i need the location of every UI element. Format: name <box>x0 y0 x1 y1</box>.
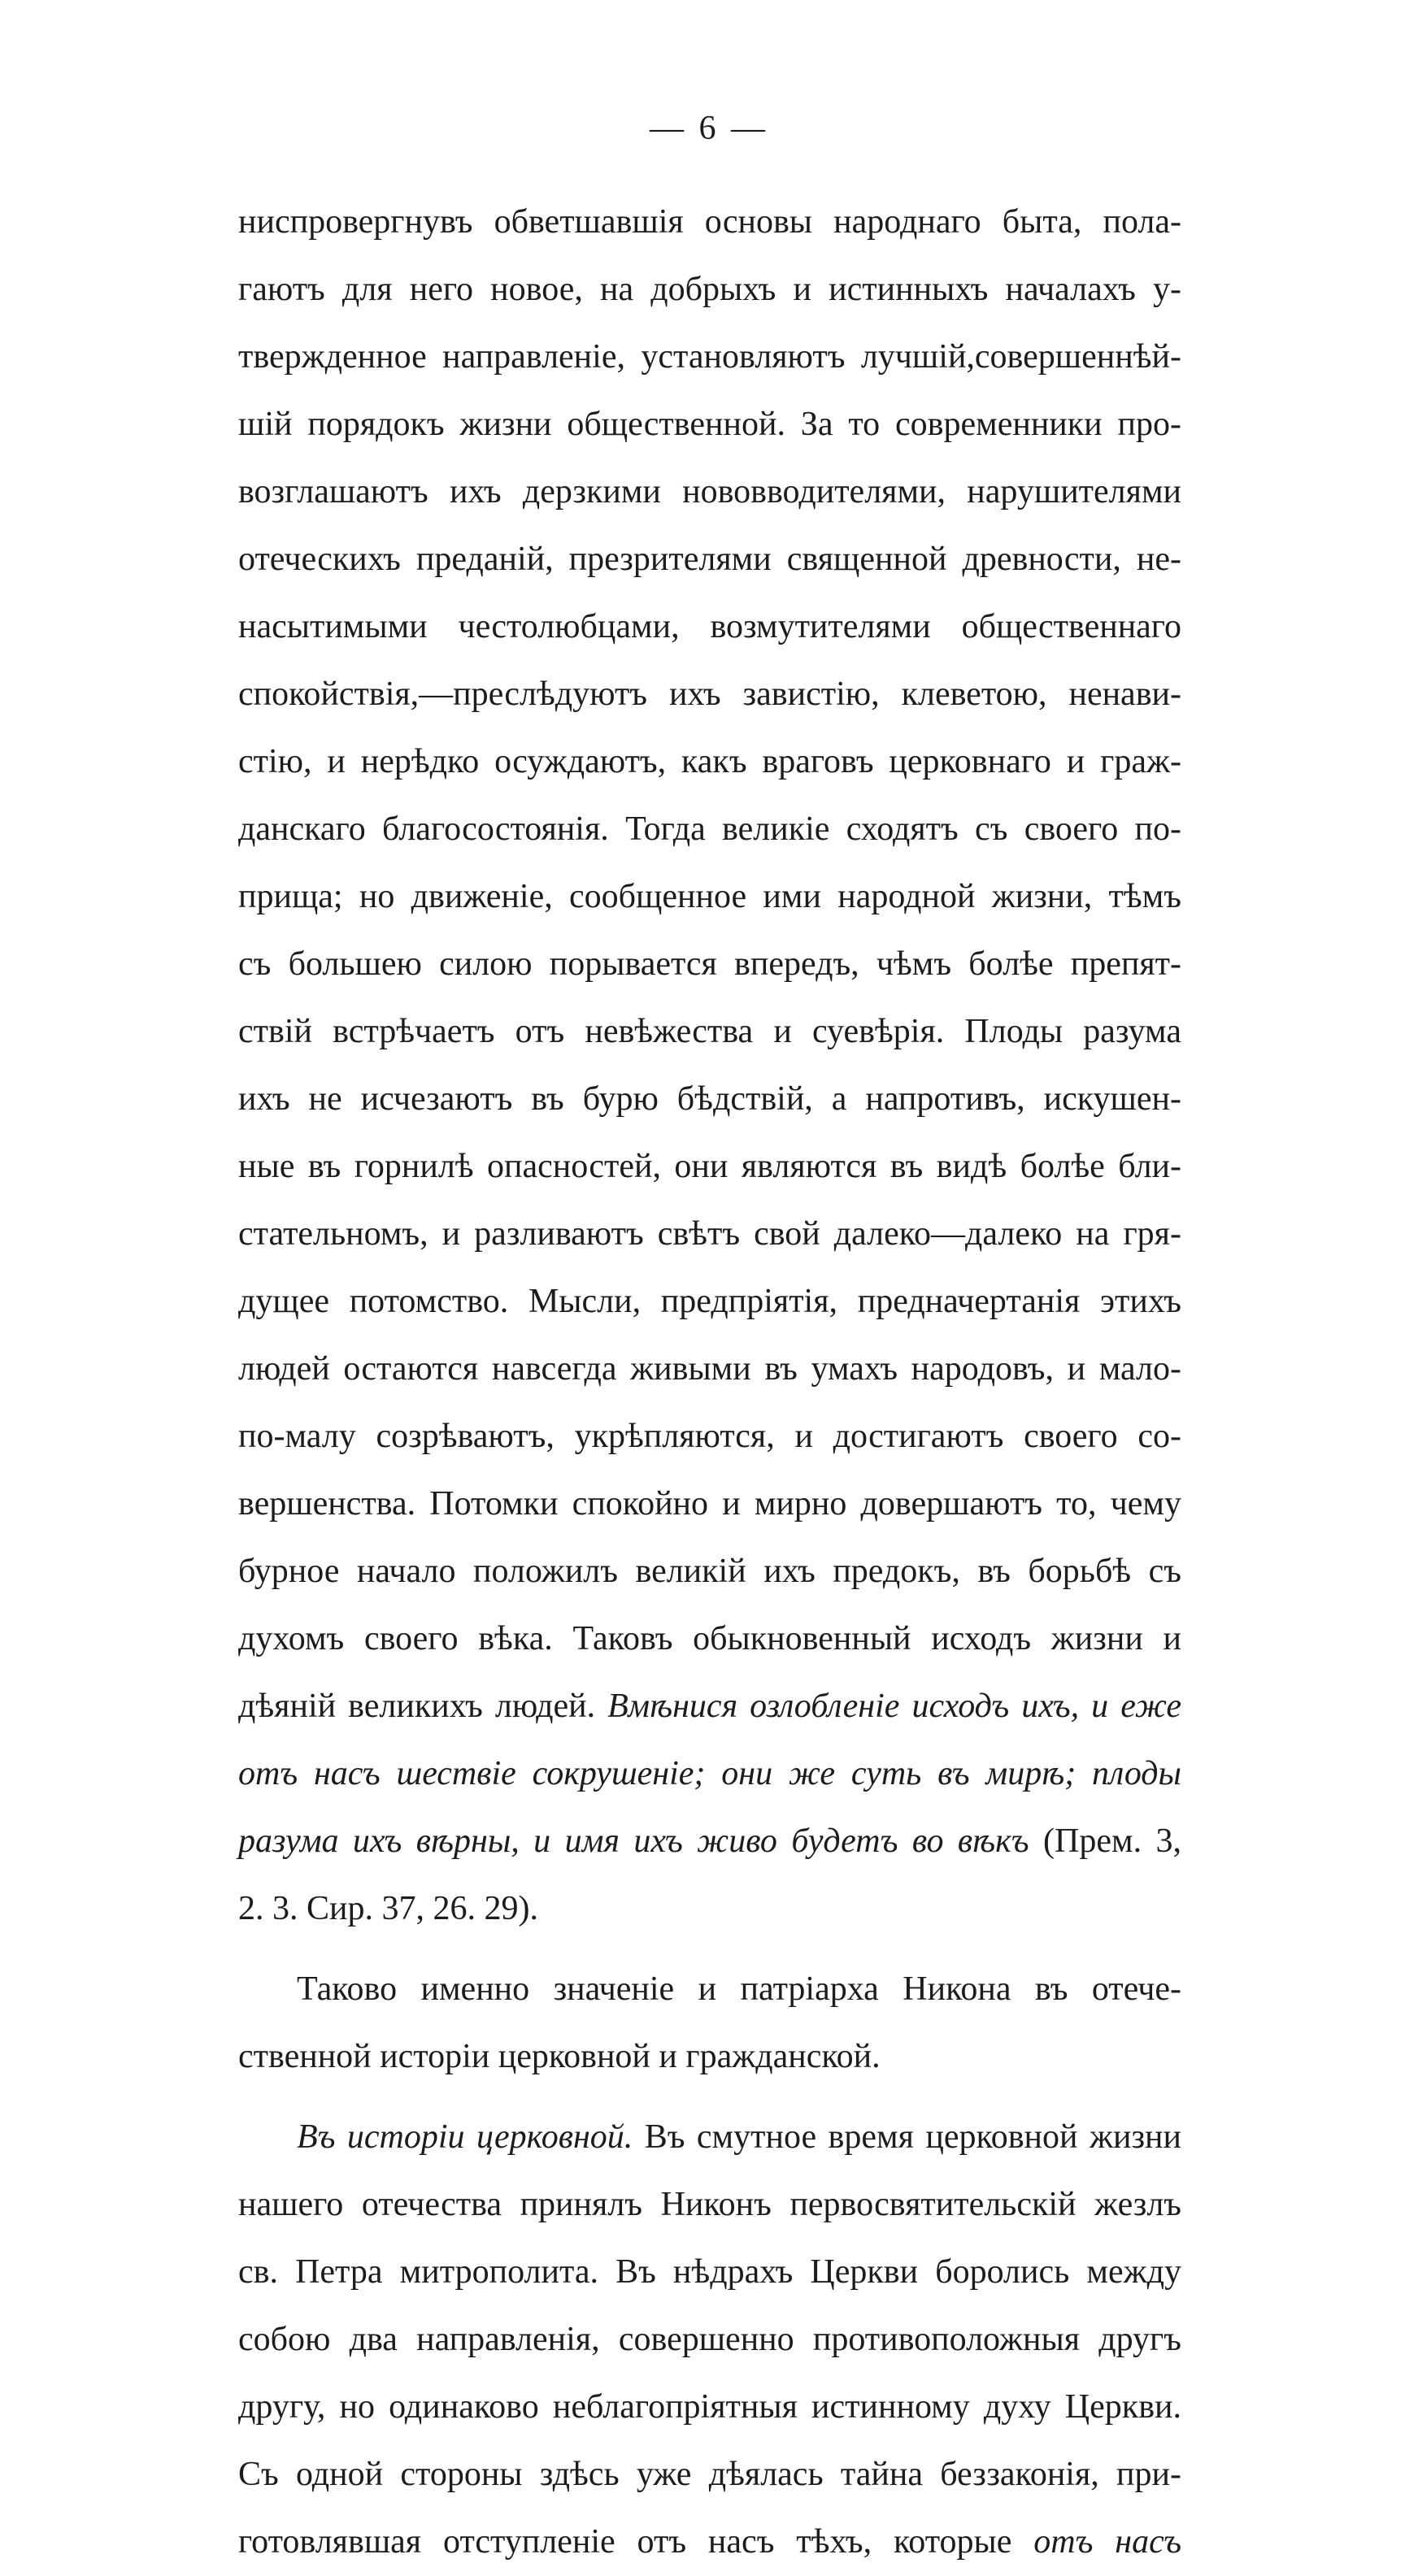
text-line: Съ одной стороны здѣсь уже дѣялась тайна беззаконія, при- <box>238 2456 1181 2493</box>
text-line: стательномъ, и разливаютъ свѣтъ свой далеко—далеко на гря- <box>238 1215 1181 1253</box>
text-line: ные въ горнилѣ опасностей, они являются въ видѣ болѣе бли- <box>238 1148 1181 1185</box>
paragraph-3 <box>238 2104 1181 2576</box>
regular-text: дѣяній великихъ людей. <box>238 1688 608 1725</box>
text-line: возглашаютъ ихъ дерзкими нововводителями, нарушителями <box>238 473 1181 510</box>
text-line-with-heading <box>238 2104 1181 2171</box>
text-line: людей остаются навсегда живыми въ умахъ народовъ, и мало- <box>238 1350 1181 1388</box>
text-line: данскаго благосостоянія. Тогда великіе сходятъ съ своего по- <box>238 810 1181 848</box>
text-line: вершенства. Потомки спокойно и мирно довершаютъ то, чему <box>238 1485 1181 1523</box>
text-line: отеческихъ преданій, презрителями священной древности, не- <box>238 541 1181 578</box>
paragraph-1 <box>238 189 1181 1943</box>
text-line: св. Петра митрополита. Въ нѣдрахъ Церкви боролись между <box>238 2253 1181 2291</box>
text-line: по-малу созрѣваютъ, укрѣпляются, и достигаютъ своего со- <box>238 1418 1181 1455</box>
text-line: другу, но одинаково неблагопріятныя истинному духу Церкви. <box>238 2388 1181 2426</box>
scripture-quote-line: отъ насъ шествіе сокрушеніе; они же суть въ мирѣ; плоды <box>238 1755 1181 1792</box>
scripture-quote: разума ихъ вѣрны, и имя ихъ живо будетъ во вѣкъ <box>238 1822 1029 1860</box>
regular-text: готовлявшая отступленіе отъ насъ тѣхъ, которые <box>238 2523 1034 2561</box>
page-number: — 6 — <box>650 110 768 147</box>
scripture-quote: Вмѣнися озлобленіе исходъ ихъ, и еже <box>607 1688 1181 1725</box>
body-text <box>238 189 1181 2576</box>
paragraph-2 <box>238 1956 1181 2091</box>
text-line: бурное начало положилъ великій ихъ предокъ, въ борьбѣ съ <box>238 1553 1181 1590</box>
text-line: прища; но движеніе, сообщенное ими народной жизни, тѣмъ <box>238 878 1181 915</box>
text-line-with-quote <box>238 2509 1181 2576</box>
scripture-quote: отъ насъ <box>1033 2523 1181 2561</box>
text-line: ихъ не исчезаютъ въ бурю бѣдствій, а напротивъ, искушен- <box>238 1080 1181 1118</box>
text-line: ниспровергнувъ обветшавшія основы народнаго быта, пола- <box>238 203 1181 241</box>
text-line: собою два направленія, совершенно противоположныя другъ <box>238 2321 1181 2358</box>
text-line: твержденное направленіе, установляютъ лучшій,совершеннѣй- <box>238 338 1181 376</box>
text-line: съ большею силою порывается впередъ, чѣмъ болѣе препят- <box>238 945 1181 983</box>
text-line: стію, и нерѣдко осуждаютъ, какъ враговъ церковнаго и граж- <box>238 743 1181 780</box>
text-line: шій порядокъ жизни общественной. За то современники про- <box>238 406 1181 443</box>
section-heading-inline: Въ исторіи церковной. <box>297 2118 633 2156</box>
text-line: спокойствія,—преслѣдуютъ ихъ завистію, клеветою, ненави- <box>238 675 1181 713</box>
text-line: насытимыми честолюбцами, возмутителями общественнаго <box>238 608 1181 645</box>
text-line-with-quote <box>238 1673 1181 1740</box>
text-line: дущее потомство. Мысли, предпріятія, предначертанія этихъ <box>238 1283 1181 1320</box>
text-line: 2. 3. Сир. 37, 26. 29). <box>238 1890 538 1927</box>
regular-text: Въ смутное время церковной жизни <box>633 2118 1181 2156</box>
text-line: ствій встрѣчаетъ отъ невѣжества и суевѣрія. Плоды разума <box>238 1013 1181 1050</box>
text-line-with-quote <box>238 1808 1181 1875</box>
text-line: Таково именно значеніе и патріарха Никона въ отече- <box>297 1970 1181 2008</box>
text-line: духомъ своего вѣка. Таковъ обыкновенный исходъ жизни и <box>238 1620 1181 1657</box>
text-line: ственной исторіи церковной и гражданской. <box>238 2038 881 2075</box>
text-line: нашего отечества принялъ Никонъ первосвятительскій жезлъ <box>238 2186 1181 2223</box>
scripture-reference: (Прем. 3, <box>1029 1822 1181 1860</box>
text-line: гаютъ для него новое, на добрыхъ и истинныхъ началахъ у- <box>238 271 1181 308</box>
